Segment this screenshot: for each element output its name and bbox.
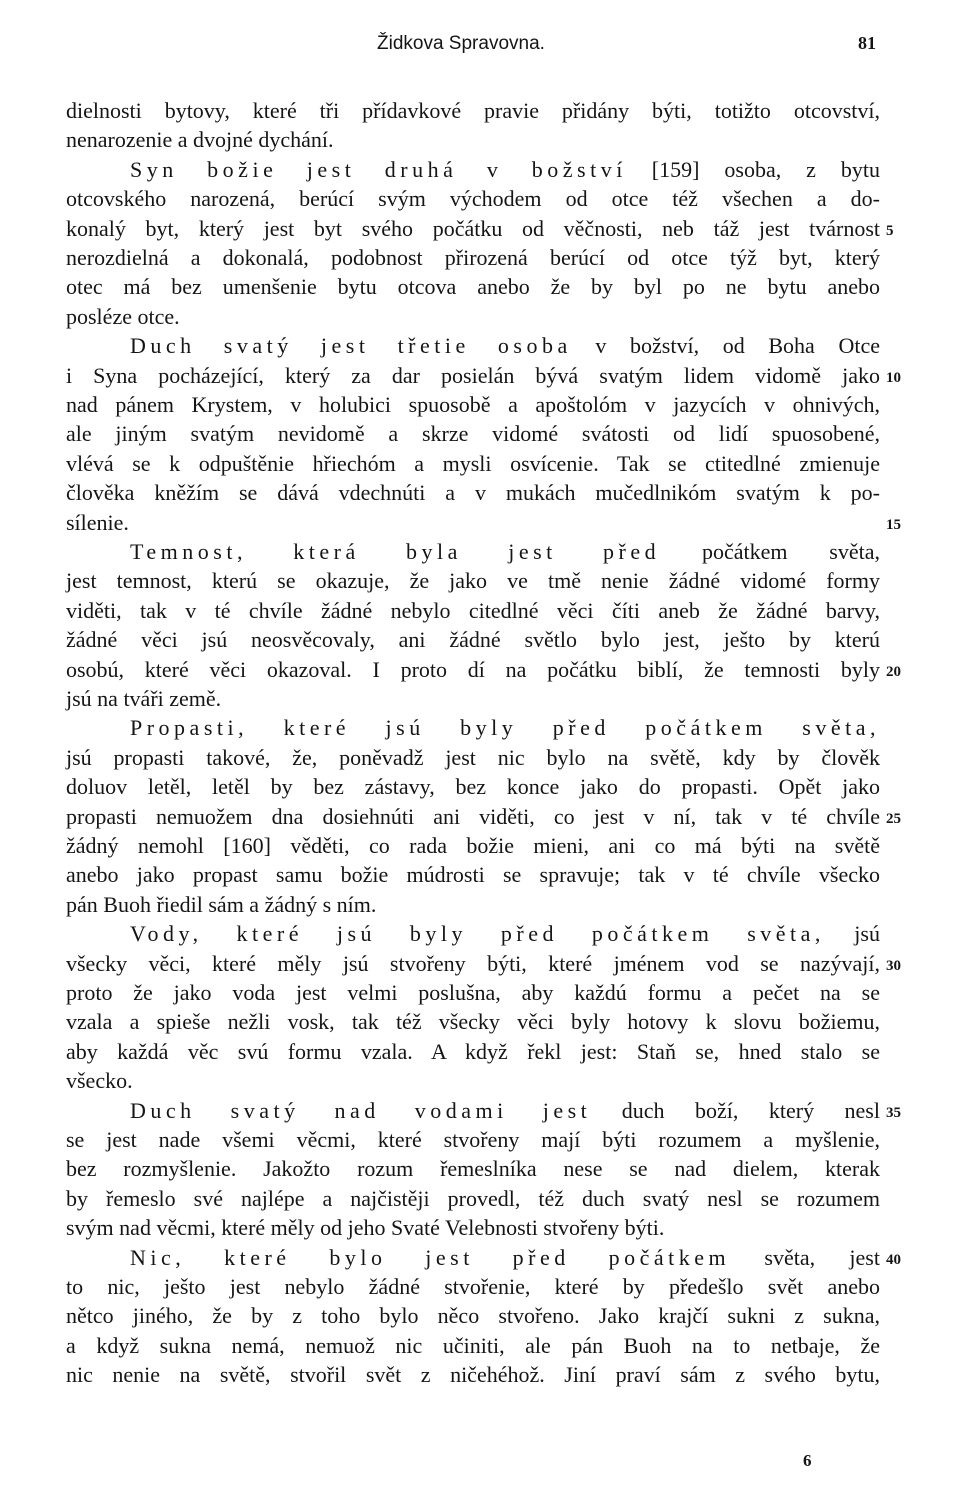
text-line: [66, 1066, 880, 1096]
text-line: [130, 1096, 880, 1126]
running-title: Židkova Spravovna.: [377, 33, 545, 54]
text-run: bez rozmyšlenie. Jakožto rozum řemeslníka nese se nad dielem, kterak: [66, 1156, 880, 1182]
text-line: [66, 831, 880, 861]
text-run: jsú na tváři země.: [66, 686, 222, 711]
text-line: [66, 1007, 880, 1037]
text-line: [66, 596, 880, 626]
text-run: světa, jest: [730, 1244, 880, 1270]
margin-line-number: 15: [886, 516, 901, 533]
text-line: [66, 743, 880, 773]
text-line: [66, 243, 880, 273]
text-run: osobú, které věci okazoval. I proto dí na počátku biblí, že temnosti byly: [66, 656, 880, 682]
text-run: otcovského narozená, berúcí svým východem od otce též všechen a do-: [66, 186, 880, 212]
text-line: [130, 155, 880, 185]
text-line: [66, 449, 880, 479]
spaced-term: Propasti, které jsú byly před počátkem světa,: [130, 715, 880, 741]
text-run: aby každá věc svú formu vzala. A když řekl jest: Staň se, hned stalo se: [66, 1038, 880, 1064]
text-run: počátkem světa,: [660, 539, 880, 564]
text-run: konalý byt, který jest byt svého počátku od věčnosti, neb táž jest tvárnost: [66, 215, 880, 241]
text-run: doluov letěl, letěl by bez zástavy, bez konce jako do propasti. Opět jako: [66, 774, 880, 800]
text-line: [66, 655, 880, 685]
text-run: a když sukna nemá, nemuož nic učiniti, ale pán Buoh na to netbaje, že: [66, 1332, 880, 1358]
text-line: [66, 1037, 880, 1067]
text-line: [66, 96, 880, 126]
text-line: [66, 1213, 880, 1243]
margin-line-number: 25: [886, 810, 901, 827]
text-line: [66, 125, 880, 155]
text-line: [66, 890, 880, 920]
text-run: v božství, od Boha Otce: [571, 333, 880, 359]
text-run: to nic, ješto jest nebylo žádné stvořenie, které by předešlo svět anebo: [66, 1274, 880, 1299]
text-run: propasti nemuožem dna dosiehnúti ani viděti, co jest v ní, tak v té chvíle: [66, 803, 880, 829]
text-run: svým nad věcmi, které měly od jeho Svaté Velebnosti stvořeny býti.: [66, 1215, 665, 1241]
text-line: [66, 361, 880, 391]
signature-mark: 6: [803, 1451, 812, 1470]
text-line: [66, 566, 880, 596]
text-run: vlévá se k odpuštěnie hřiechóm a mysli osvícenie. Tak se ctitedlné zmienuje: [66, 450, 880, 476]
text-run: nětco jiného, že by z toho bylo něco stvořeno. Jako krajčí sukni z sukna,: [66, 1303, 880, 1329]
running-header: [0, 33, 960, 57]
spaced-term: Duch svatý jest třetie osoba: [130, 333, 572, 359]
text-line: [66, 390, 880, 420]
text-line: [66, 1331, 880, 1361]
text-run: proto že jako voda jest velmi poslušna, aby každú formu a pečet na se: [66, 980, 880, 1005]
text-line: [66, 214, 880, 244]
text-run: i Syna pocházející, který za dar posielán bývá svatým lidem vidomě jako: [66, 362, 880, 388]
spaced-term: Duch svatý nad vodami jest: [130, 1097, 592, 1123]
margin-line-number: 5: [886, 222, 894, 239]
text-run: se jest nade všemi věcmi, které stvořeny mají býti rozumem a myšlenie,: [66, 1127, 880, 1152]
text-run: posléze otce.: [66, 303, 180, 329]
text-line: [66, 1301, 880, 1331]
text-run: člověka kněžím se dává vdechnúti a v mukách mučedlnikóm svatým k po-: [66, 480, 880, 506]
text-line: [66, 508, 880, 538]
text-line: [66, 478, 880, 508]
margin-line-number: 40: [886, 1251, 901, 1268]
text-line: [66, 684, 880, 714]
text-line: [130, 1243, 880, 1273]
text-line: [130, 713, 880, 743]
text-run: jsú propasti takové, že, poněvadž jest nic bylo na světě, kdy by člověk: [66, 744, 880, 770]
text-line: [66, 1184, 880, 1214]
page-number: 81: [858, 33, 876, 53]
text-run: žádné věci jsú neosvěcovaly, ani žádné světlo bylo jest, ješto by kterú: [66, 627, 880, 653]
text-run: všecky věci, které měly jsú stvořeny býti, které jménem vod se nazývají,: [66, 950, 880, 976]
spaced-term: Vody, které jsú byly před počátkem světa,: [130, 921, 825, 947]
text-line: [66, 184, 880, 214]
text-line: [130, 919, 880, 949]
text-run: [159] osoba, z bytu: [626, 156, 880, 182]
text-line: [66, 772, 880, 802]
text-run: by řemeslo své najlépe a najčistěji provedl, též duch svatý nesl se rozumem: [66, 1185, 880, 1211]
margin-line-number: 20: [886, 663, 901, 680]
text-run: vzala a spieše nežli vosk, tak též všecky věci byly hotovy k slovu božiemu,: [66, 1009, 880, 1035]
text-run: sílenie.: [66, 509, 129, 535]
text-line: [66, 802, 880, 832]
margin-line-number: 10: [886, 369, 901, 386]
text-line: [130, 331, 880, 361]
text-run: nic nenie na světě, stvořil svět z ničehéhož. Jiní praví sám z svého bytu,: [66, 1362, 880, 1388]
text-run: viděti, tak v té chvíle žádné nebylo citedlné věci číti aneb že žádné barvy,: [66, 597, 880, 623]
margin-line-number: 35: [886, 1104, 901, 1121]
text-run: nenarozenie a dvojné dychání.: [66, 127, 334, 153]
text-run: otec má bez umenšenie bytu otcova anebo že by byl po ne bytu anebo: [66, 274, 880, 300]
text-run: jest temnost, kterú se okazuje, že jako ve tmě nenie žádné vidomé formy: [66, 568, 880, 594]
spaced-term: Nic, které bylo jest před počátkem: [130, 1244, 731, 1270]
text-line: [66, 625, 880, 655]
text-line: [130, 537, 880, 567]
text-run: pán Buoh řiedil sám a žádný s ním.: [66, 891, 377, 917]
spaced-term: Temnost, která byla jest před: [130, 539, 661, 564]
text-line: [66, 860, 880, 890]
margin-line-number: 30: [886, 957, 901, 974]
text-line: [66, 978, 880, 1008]
text-line: [66, 419, 880, 449]
text-run: nad pánem Krystem, v holubici spuosobě a apoštolóm v jazycích v ohnivých,: [66, 392, 880, 417]
text-run: ale jiným svatým nevidomě a skrze vidomé svátosti od lidí spuosobené,: [66, 421, 880, 447]
text-line: [66, 302, 880, 332]
spaced-term: Syn božie jest druhá v božství: [130, 156, 627, 182]
text-line: [66, 1125, 880, 1155]
text-line: [66, 272, 880, 302]
text-line: [66, 949, 880, 979]
text-run: nerozdielná a dokonalá, podobnost přirozená berúcí od otce týž byt, který: [66, 245, 880, 270]
text-line: [66, 1360, 880, 1390]
text-line: [66, 1272, 880, 1302]
text-run: jsú: [824, 921, 880, 947]
text-run: všecko.: [66, 1068, 133, 1094]
text-run: duch boží, který nesl: [591, 1097, 880, 1123]
text-run: anebo jako propast samu božie múdrosti se spravuje; tak v té chvíle všecko: [66, 862, 880, 888]
text-run: dielnosti bytovy, které tři přídavkové pravie přidány býti, totižto otcovství,: [66, 98, 880, 123]
text-line: [66, 1154, 880, 1184]
text-run: žádný nemohl [160] věděti, co rada božie mieni, ani co má býti na světě: [66, 833, 880, 858]
